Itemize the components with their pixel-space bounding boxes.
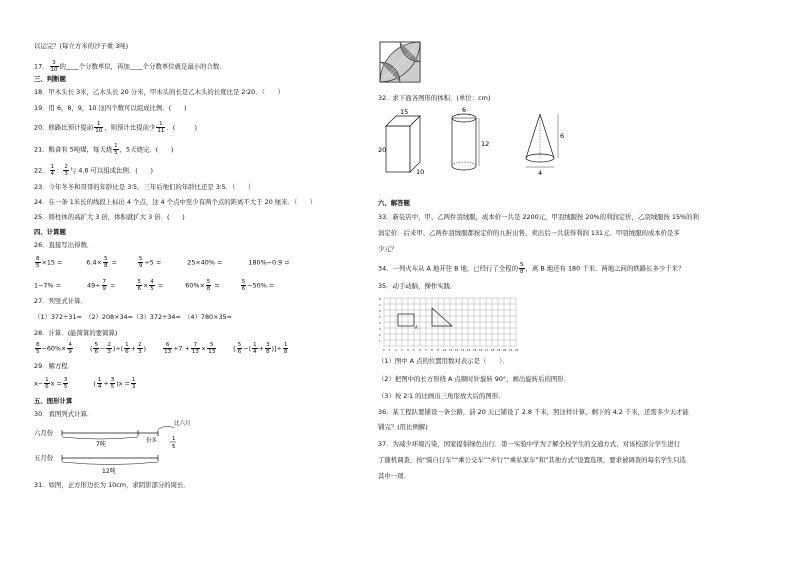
grid-x-label: 4 bbox=[407, 349, 409, 352]
left-column bbox=[34, 0, 364, 562]
grid-x-label: 21 bbox=[509, 349, 513, 352]
grid-rectangle bbox=[398, 314, 414, 326]
q32-solids bbox=[378, 106, 578, 176]
cone bbox=[526, 114, 564, 177]
seven-ton-label: 7吨 bbox=[96, 441, 106, 448]
more-than-june-label: 比六月 bbox=[174, 421, 191, 427]
q37-line3: 其中一项． bbox=[378, 472, 410, 480]
q35-3: （3）按 2∶1 的比画出三角形放大后的图形． bbox=[378, 392, 505, 400]
fraction: $\frac{3}{10}$ bbox=[50, 60, 58, 73]
q33-line2: 润定价．后来甲、乙两件羽绒服都按定价的九折出售，卖出后一共获得利润 131元．甲羽绒服的成本价是多 bbox=[378, 229, 680, 237]
cylinder-height: 12 bbox=[481, 140, 490, 148]
q26-row1: $\frac{8}{5}$ ×15 = 6.4× $\frac{5}{8}$ = $\frac{5}{9}$ ÷5 = 25×40% = 180%−0.9 = bbox=[36, 256, 290, 269]
q29-items: x− $\frac{1}{6}$ x = $\frac{3}{5}$ ( $\frac{1}{4}$ + $\frac{3}{5}$ )x = $\frac{1}{3}$ bbox=[34, 377, 136, 390]
cuboid-length: 15 bbox=[400, 108, 409, 116]
grid-x-label: 10 bbox=[443, 349, 447, 352]
grid-x-label: 7 bbox=[425, 349, 427, 352]
grid-x-label: 1 bbox=[389, 349, 391, 352]
cylinder bbox=[452, 106, 489, 170]
q32: 32．求下面各图形的体积．(单位：cm) bbox=[378, 94, 491, 102]
section-geometry: 五、图形计算 bbox=[34, 397, 73, 405]
cuboid-depth: 10 bbox=[416, 168, 425, 176]
q21: 21．粮食有 5吨煤，每天烧 $\frac{1}{5}$ ，5天烧完．( ) bbox=[34, 143, 174, 156]
section-judge: 三、判断题 bbox=[34, 75, 66, 83]
point-a-label: A bbox=[415, 325, 418, 330]
grid-x-label: 6 bbox=[419, 349, 421, 352]
grid-y-label: 8 bbox=[379, 298, 381, 301]
q30: 30．看图列式计算． bbox=[34, 410, 94, 418]
twelve-ton-label: 12吨 bbox=[102, 468, 116, 475]
grid-x-label: 2 bbox=[395, 349, 397, 352]
q23: 23．今年冬冬和哥哥的年龄比是 3∶5，三年后他们的年龄比还是 3∶5．（ ） bbox=[34, 183, 255, 191]
grid-y-label: 6 bbox=[379, 310, 381, 313]
grid-x-label: 9 bbox=[437, 349, 439, 352]
grid-x-label: 12 bbox=[455, 349, 459, 352]
section-solve: 六、解答题 bbox=[378, 199, 410, 207]
q17: 17． $\frac{3}{10}$ 的____个分数单位，再加____个分数单位就是最小的合数. bbox=[34, 60, 222, 73]
q35-1: （1）图中 A 点的位置用数对表示是（ ）． bbox=[378, 357, 509, 365]
cone-diameter: 4 bbox=[538, 169, 543, 177]
grid-y-label: 2 bbox=[379, 334, 381, 337]
grid-y-label: 7 bbox=[379, 304, 381, 307]
q20: 20．修路比预计提前 $\frac{1}{10}$ ，则预计比提前少 $\frac{1}{11}$ ．( ) bbox=[34, 121, 197, 134]
q19: 19．用 6，8，9，10 这四个数可以组成比例．( ) bbox=[34, 104, 187, 112]
q30-line-diagram bbox=[34, 420, 204, 476]
q18: 18．甲木头长 3米，乙木头长 20 分米，甲木头的长是乙木头的长度比是 2∶20．（ ） bbox=[34, 88, 285, 96]
cone-height: 6 bbox=[560, 132, 565, 140]
q37-line2: 了随机调查，按“骑自行车”“乘公交车”“步行”“乘私家车”和“其他方式”设置选项，要求被调查的每名学生只选 bbox=[378, 456, 686, 464]
grid-x-label: 20 bbox=[503, 349, 507, 352]
q28-items: $\frac{8}{5}$ −60%× $\frac{4}{9}$ ( $\frac{5}{6}$ − $\frac{2}{3}$ )÷( $\frac{1}{6}$ + $\frac{2}{3}$ ) $\frac{6}{13}$ ÷7 + $\frac{7}{13}$ × $\frac{5}{13}$ [ $\frac{5}{6}$ −( $\frac{1}{4}$ + $\frac{3}{8}$ )]÷ $\frac{1}{8}$ bbox=[36, 342, 288, 355]
may-label: 五月份 bbox=[34, 454, 54, 462]
grid-y-label: 1 bbox=[379, 340, 381, 343]
grid-x-label: 3 bbox=[401, 349, 403, 352]
grid-x-label: 15 bbox=[473, 349, 477, 352]
grid-x-label: 14 bbox=[467, 349, 471, 352]
grid-y-label: 5 bbox=[379, 316, 381, 319]
q35-grid bbox=[378, 296, 519, 352]
grid-triangle bbox=[432, 308, 452, 326]
grid-x-label: 22 bbox=[515, 349, 519, 352]
q28: 28．计算．(能简算的要简算) bbox=[34, 329, 118, 337]
cuboid bbox=[378, 108, 424, 176]
grid-x-label: 5 bbox=[413, 349, 415, 352]
q33: 33．新装店中，甲、乙两件羽绒服，成本价一共是 2200元，甲羽绒服按 20%的利润定价，乙羽绒服按 15%的利 bbox=[378, 213, 699, 221]
june-label: 六月份 bbox=[34, 429, 54, 437]
right-column bbox=[378, 0, 770, 562]
q22: 22． $\frac{1}{4}$ ： $\frac{2}{3}$ 与 4.6 可以组成比例．( ) bbox=[34, 164, 154, 177]
grid-x-label: 8 bbox=[431, 349, 433, 352]
q35: 35．动手动脑，操作实践． bbox=[378, 282, 457, 290]
grid-y-label: 3 bbox=[379, 328, 381, 331]
q33-line3: 少元？ bbox=[378, 245, 398, 253]
grid-x-label: 17 bbox=[485, 349, 489, 352]
q35-2: （2）把图中的长方形绕 A 点顺时针旋转 90°，画出旋转后的图形． bbox=[378, 375, 571, 383]
cylinder-diameter: 6 bbox=[462, 106, 467, 114]
q27-items: （1）372÷31= （2）208×34=（3）372÷34= （4）780×35= bbox=[34, 313, 232, 321]
q25: 25．圆柱体的高扩大 3 倍，体积就扩大 3 倍．( ) bbox=[34, 213, 185, 221]
cuboid-height: 20 bbox=[378, 146, 387, 154]
q26-row2: 1−7% = 49÷ $\frac{7}{9}$ = $\frac{5}{6}$ × $\frac{4}{5}$ = 60%× $\frac{5}{8}$ = $\frac{5}{6}$ −50% = bbox=[34, 279, 275, 292]
q36: 36．某工程队要铺设一条公路，前 20 天已铺设了 2.8 千米，照这样计算，剩下的 4.2 千米，还需多少天才能 bbox=[378, 408, 689, 416]
grid-x-label: 13 bbox=[461, 349, 465, 352]
q27: 27．列竖式计算． bbox=[34, 297, 87, 305]
q31-square-figure bbox=[378, 40, 426, 84]
frac-den: 5 bbox=[172, 444, 176, 450]
grid-x-label: 11 bbox=[449, 349, 453, 352]
grid-x-label: 16 bbox=[479, 349, 483, 352]
grid-x-label: 0 bbox=[383, 349, 385, 352]
q34: 34．一列火车从 A 地开往 B 地，已经行了全程的 $\frac{5}{8}$ ，离 B 地还有 180 千米．两地之间的铁路长多少千米？ bbox=[378, 262, 685, 275]
frac-num: 1 bbox=[172, 436, 176, 442]
q16-tail: 以运完？(每立方米的沙子重 3吨) bbox=[34, 42, 129, 50]
q36-line2: 铺完？(用比例解) bbox=[378, 423, 428, 431]
grid-x-label: 19 bbox=[497, 349, 501, 352]
more-than-june-label-2: 份多 bbox=[146, 438, 158, 444]
q24: 24．在一条 1米长的线段上标出 4 个点，这 4 个点中至少有两个点的距离不大于 20 厘米．（ ） bbox=[34, 198, 317, 206]
grid-y-label: 4 bbox=[379, 322, 381, 325]
grid-x-label: 18 bbox=[491, 349, 495, 352]
section-calc: 四、计算题 bbox=[34, 228, 66, 236]
q31: 31．如图，正方形边长为 10cm，求阴影部分的周长． bbox=[34, 481, 190, 489]
q29: 29．解方程． bbox=[34, 362, 75, 370]
q26: 26．直接写出得数． bbox=[34, 241, 94, 249]
q37: 37．为减少环境污染，国家提倡绿色出行．第一实验中学为了解全校学生的交通方式，对该校部分学生进行 bbox=[378, 440, 681, 448]
